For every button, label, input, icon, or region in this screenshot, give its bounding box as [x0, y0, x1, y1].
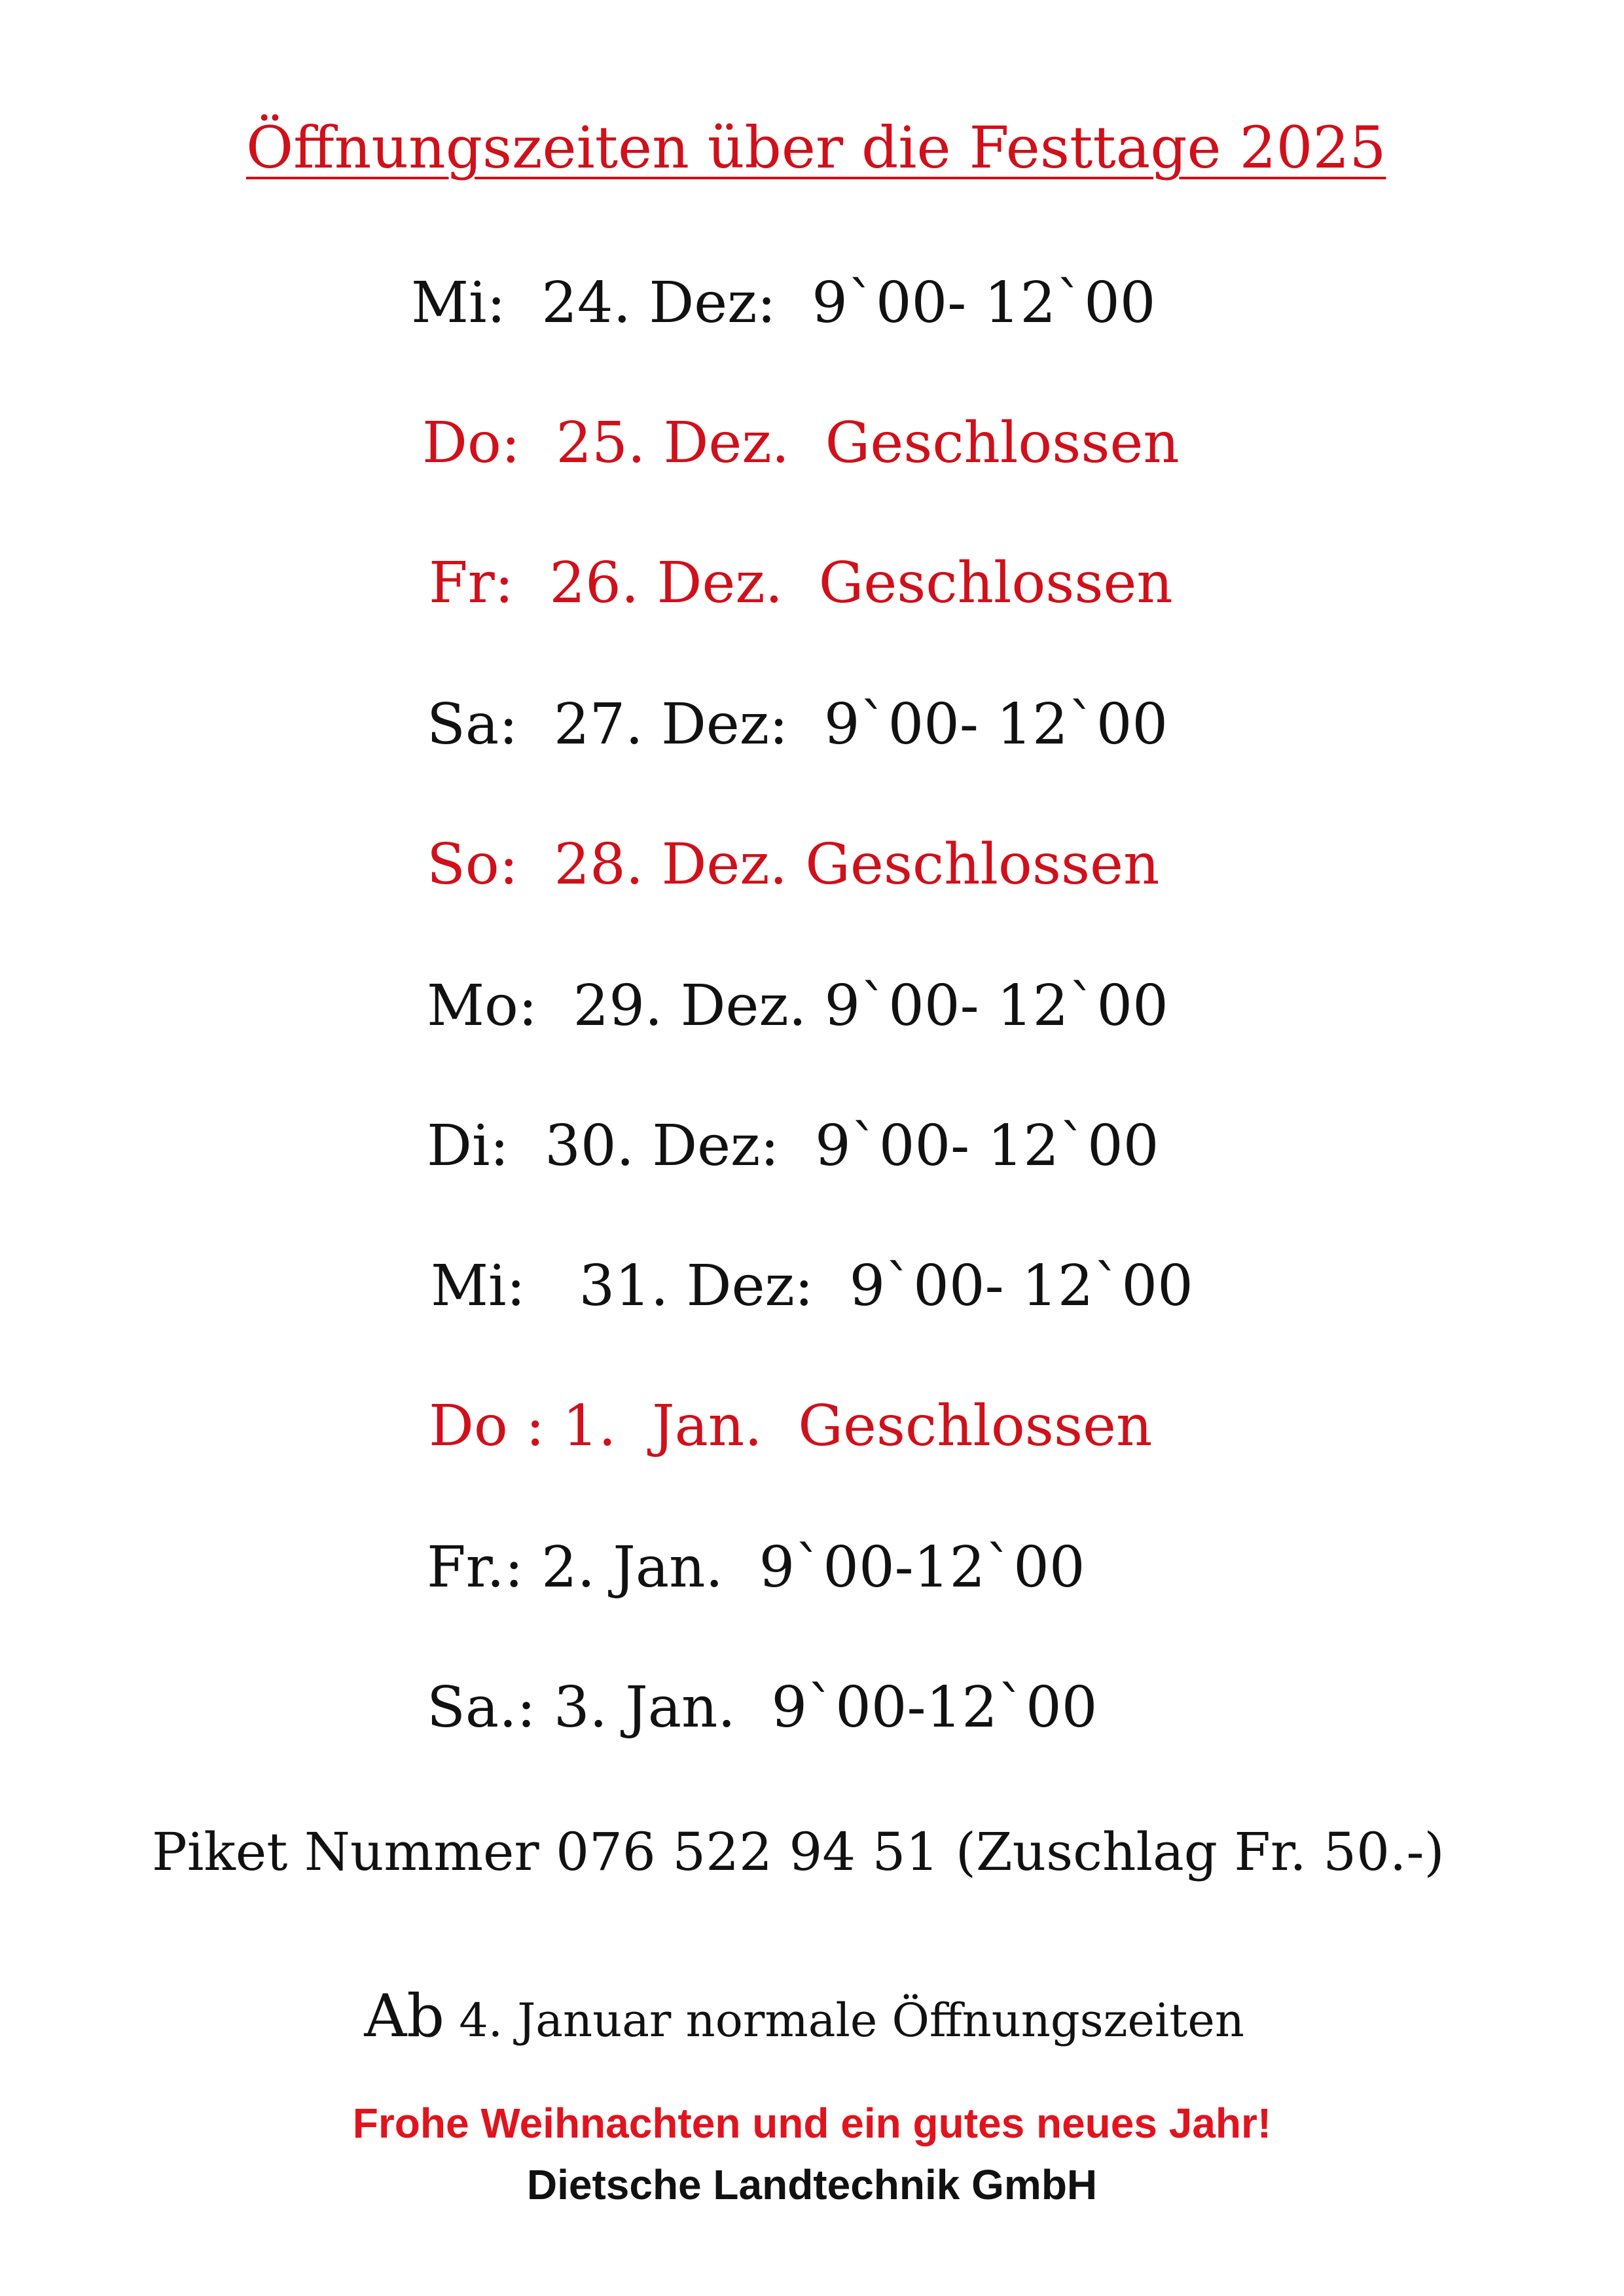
schedule-row-mon-29-dec: Mo: 29. Dez. 9`00- 12`00 — [427, 973, 1168, 1039]
schedule-row-sat-27-dec: Sa: 27. Dez: 9`00- 12`00 — [427, 692, 1168, 757]
schedule-row-wed-24-dec: Mi: 24. Dez: 9`00- 12`00 — [411, 270, 1156, 336]
schedule-row-wed-31-dec: Mi: 31. Dez: 9`00- 12`00 — [431, 1253, 1193, 1319]
schedule-row-sun-28-dec: So: 28. Dez. Geschlossen — [427, 832, 1160, 897]
schedule-row-fri-2-jan: Fr.: 2. Jan. 9`00-12`00 — [427, 1535, 1085, 1600]
normal-hours-note — [351, 1977, 1244, 2056]
schedule-row-thu-1-jan: Do : 1. Jan. Geschlossen — [429, 1393, 1153, 1459]
schedule-row-thu-25-dec: Do: 25. Dez. Geschlossen — [422, 410, 1180, 476]
normal-hours-ab: Ab — [364, 1982, 444, 2051]
company-name: Dietsche Landtechnik GmbH — [526, 2161, 1098, 2208]
page-title: Öffnungszeiten über die Festtage 2025 — [246, 114, 1386, 181]
schedule-row-tue-30-dec: Di: 30. Dez: 9`00- 12`00 — [427, 1113, 1159, 1179]
schedule-row-sat-3-jan: Sa.: 3. Jan. 9`00-12`00 — [427, 1675, 1098, 1740]
normal-hours-text: 4. Januar normale Öffnungszeiten — [444, 1994, 1244, 2047]
holiday-greeting: Frohe Weihnachten und ein gutes neues Jahr! — [352, 2100, 1272, 2147]
piket-number-line: Piket Nummer 076 522 94 51 (Zuschlag Fr. 50.-) — [152, 1821, 1445, 1882]
schedule-row-fri-26-dec: Fr: 26. Dez. Geschlossen — [429, 550, 1173, 616]
